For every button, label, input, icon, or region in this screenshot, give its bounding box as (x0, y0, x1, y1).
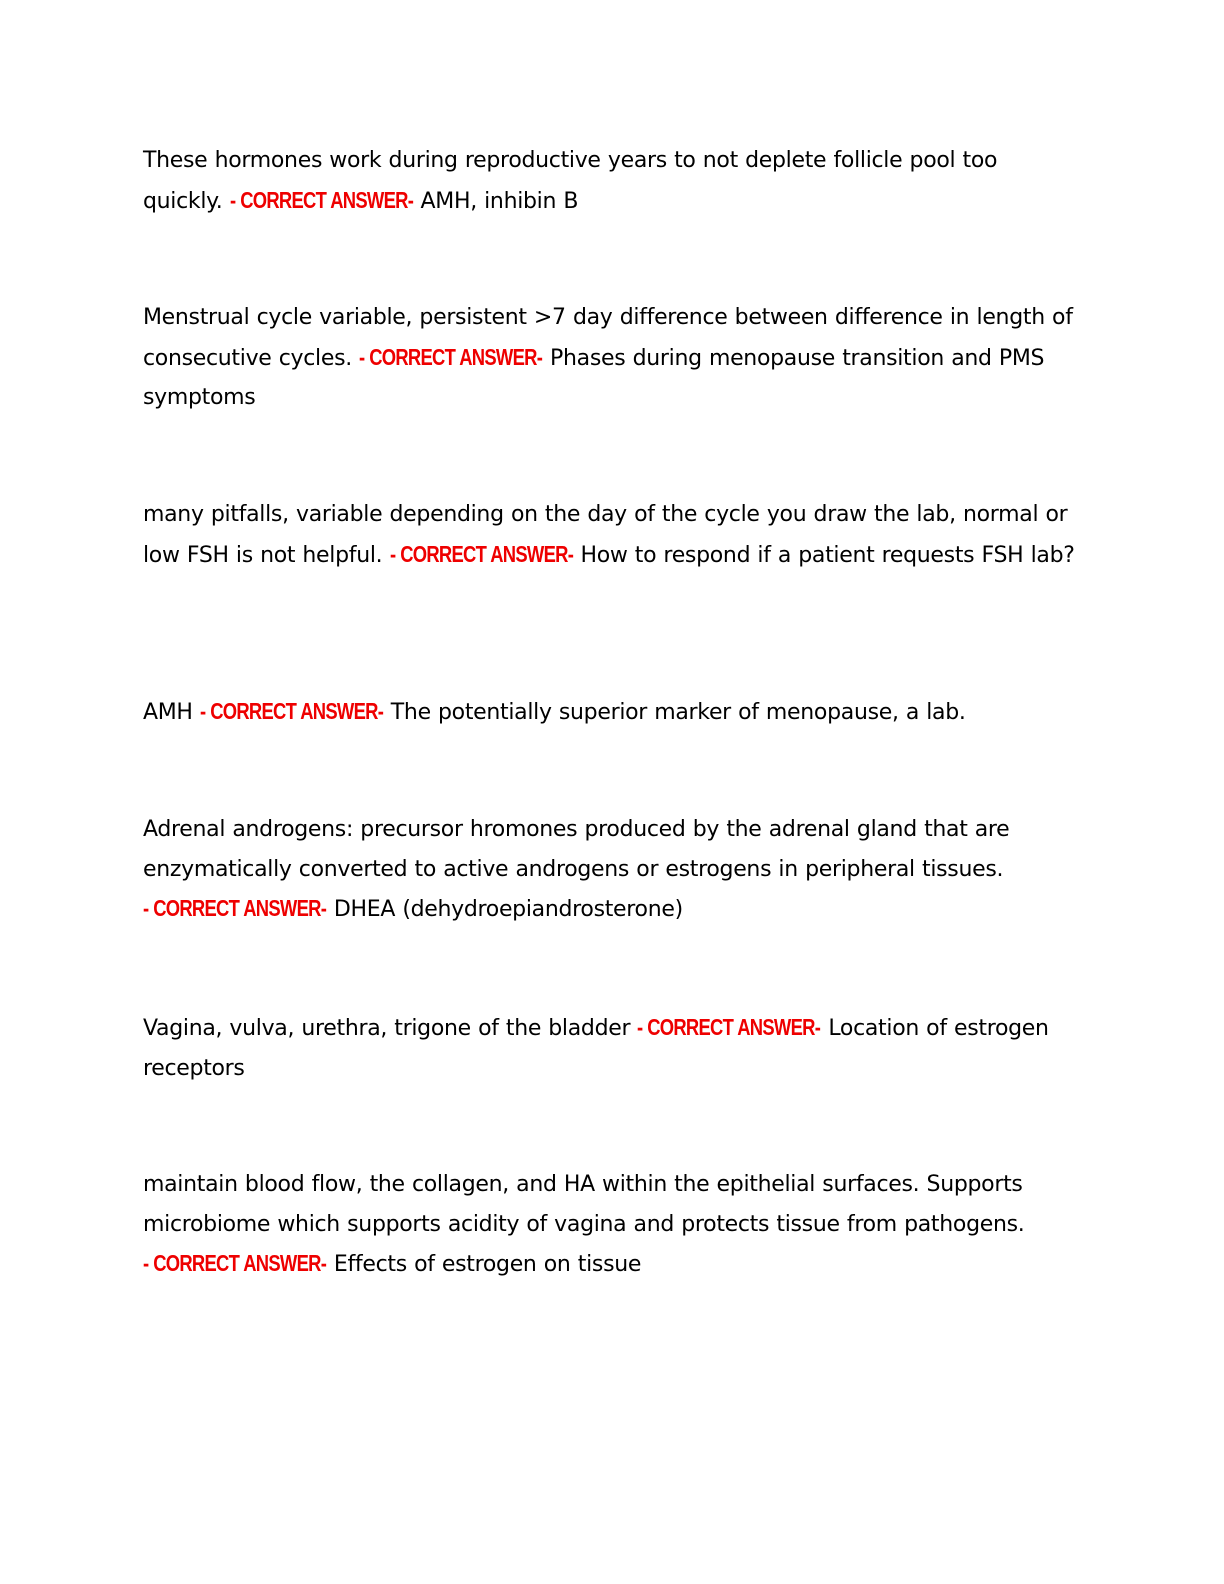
qa-item (143, 141, 1083, 221)
answer-text: AMH, inhibin B (420, 188, 579, 214)
answer-text: The potentially superior marker of menopause, a lab. (390, 700, 966, 725)
question-text: AMH (143, 700, 193, 725)
question-text: many pitfalls, variable depending on the day of the cycle you draw the lab, normal or low FSH is not helpful. (143, 502, 1068, 568)
question-text: These hormones work during reproductive years to not deplete follicle pool too quickly. (143, 148, 998, 214)
answer-text: Phases during menopause transition and PMS symptoms (143, 345, 1045, 410)
correct-answer-marker: - CORRECT ANSWER- (143, 895, 327, 921)
question-text: Menstrual cycle variable, persistent >7 day difference between difference in length of consecutive cycles. (143, 305, 1073, 371)
answer-text: DHEA (dehydroepiandrosterone) (333, 897, 683, 922)
correct-answer-marker: - CORRECT ANSWER- (143, 1250, 327, 1276)
qa-item (143, 810, 1083, 930)
answer-text: How to respond if a patient requests FSH lab? (580, 542, 1075, 568)
correct-answer-marker: - CORRECT ANSWER- (229, 186, 413, 213)
qa-item (143, 298, 1083, 418)
question-text: maintain blood flow, the collagen, and HA within the epithelial surfaces. Supports microbiome which supports acidity of vagina and protects tissue from pathogens. (143, 1172, 1025, 1237)
question-text: Adrenal androgens: precursor hromones produced by the adrenal gland that are enzymatically converted to active androgens or estrogens in peripheral tissues. (143, 817, 1010, 882)
correct-answer-marker: - CORRECT ANSWER- (359, 343, 543, 370)
qa-item (143, 495, 1083, 575)
answer-text: Effects of estrogen on tissue (333, 1252, 642, 1277)
qa-item (143, 1165, 1083, 1285)
qa-item (143, 692, 1083, 733)
correct-answer-marker: - CORRECT ANSWER- (389, 540, 573, 567)
qa-item (143, 1008, 1083, 1088)
correct-answer-marker: - CORRECT ANSWER- (637, 1014, 821, 1040)
correct-answer-marker: - CORRECT ANSWER- (199, 698, 384, 724)
question-text: Vagina, vulva, urethra, trigone of the bladder (143, 1016, 631, 1041)
answer-text: Location of estrogen receptors (143, 1016, 1049, 1081)
